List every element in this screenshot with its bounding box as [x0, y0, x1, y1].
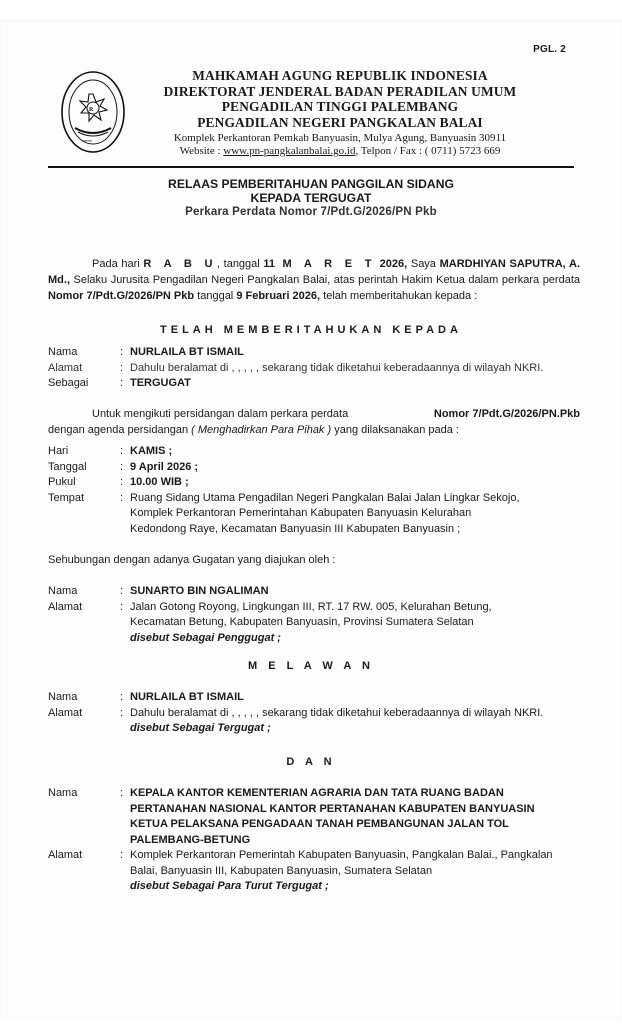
field-label: Nama [48, 691, 78, 703]
letterhead-divider [48, 166, 574, 168]
page-label: PGL. 2 [533, 44, 566, 55]
notified-role: TERGUGAT [130, 377, 191, 389]
defendant-address: Dahulu beralamat di , , , , , sekarang tidak diketahui keberadaannya di wilayah NKRI. [130, 706, 544, 719]
intro-paragraph [48, 256, 580, 304]
notified-party [48, 345, 588, 392]
notified-role-row [48, 376, 588, 392]
colon: : [120, 585, 124, 597]
website-label: Website : [179, 145, 224, 157]
letterhead-line-4: PENGADILAN NEGERI PANGKALAN BALAI [197, 114, 483, 130]
intro-text: Pada hari [92, 258, 144, 270]
notified-heading: TELAH MEMBERITAHUKAN KEPADA [160, 324, 462, 336]
co-defendant-role: disebut Sebagai Para Turut Tergugat ; [130, 880, 329, 892]
defendant-address-row [48, 706, 588, 737]
field-label: Hari [48, 445, 69, 457]
hearing-text: dengan agenda persidangan [48, 424, 192, 436]
field-label: Sebagai [48, 377, 89, 389]
hearing-paragraph [48, 406, 580, 438]
plaintiff-block [48, 584, 528, 646]
intro-text: Selaku Jurusita Pengadilan Negeri Pangkalan Balai, atas perintah Hakim Ketua dalam perkara perdata [70, 274, 580, 286]
website-link[interactable]: www.pn-pangkalanbalai.go.id [223, 145, 356, 157]
hearing-day-row [48, 444, 528, 460]
phone-fax: , Telpon / Fax : ( 0711) 5723 669 [355, 145, 501, 157]
hearing-date: 9 April 2026 ; [130, 460, 199, 473]
letterhead-contact [130, 145, 550, 158]
co-defendant-name-row [48, 786, 568, 848]
letterhead-line-2: DIREKTORAT JENDERAL BADAN PERADILAN UMUM [163, 83, 517, 99]
intro-day: R A B U [143, 258, 217, 270]
colon: : [120, 706, 124, 719]
defendant-name: NURLAILA BT ISMAIL [130, 691, 244, 703]
letterhead [130, 68, 550, 158]
svg-text:R: R [89, 107, 94, 113]
plaintiff-address-block [130, 600, 528, 647]
intro-case-number: Nomor 7/Pdt.G/2026/PN Pkb [48, 290, 195, 302]
field-label: Pukul [48, 476, 76, 488]
co-defendant-address-block [130, 848, 568, 895]
field-label: Nama [48, 346, 78, 358]
document-subtitle: KEPADA TERGUGAT [250, 191, 372, 205]
hearing-date-row [48, 460, 528, 476]
plaintiff-role: disebut Sebagai Penggugat ; [130, 631, 281, 644]
hearing-place: Ruang Sidang Utama Pengadilan Negeri Pangkalan Balai Jalan Lingkar Sekojo, Komplek Perkantoran Pemerintahan Kabupaten Banyuasin Kelurahan Kedondong Raye, Kecamatan Banyuasin III Kabupaten Banyuasin ; [130, 491, 520, 535]
and-heading: D A N [286, 756, 336, 768]
hearing-time: 10.00 WIB ; [130, 476, 189, 488]
co-defendant-address-row [48, 848, 568, 895]
hearing-text: yang dilaksanakan pada : [331, 424, 459, 436]
letterhead-address: Komplek Perkantoran Pemkab Banyuasin, Mulya Agung, Banyuasin 30911 [173, 132, 507, 144]
colon: : [120, 787, 124, 799]
hearing-details [48, 444, 528, 537]
hearing-text: Untuk mengikuti persidangan dalam perkara perdata [92, 408, 349, 420]
colon: : [120, 377, 124, 389]
bailiff-name: MARDHIYAN SAPUTRA, A. Md., [48, 258, 580, 286]
letterhead-line-3: PENGADILAN TINGGI PALEMBANG [221, 99, 459, 114]
field-label: Alamat [48, 849, 83, 861]
defendant-name-row [48, 690, 588, 706]
svg-text:▪▪▪▪▪▪▪: ▪▪▪▪▪▪▪ [82, 138, 92, 143]
field-label: Alamat [48, 361, 83, 374]
hearing-day: KAMIS ; [130, 445, 173, 457]
notified-name: NURLAILA BT ISMAIL [130, 346, 244, 358]
hearing-case-number: Nomor 7/Pdt.G/2026/PN.Pkb [433, 408, 580, 420]
letterhead-line-1: MAHKAMAH AGUNG REPUBLIK INDONESIA [192, 68, 488, 83]
case-number-title: Perkara Perdata Nomor 7/Pdt.G/2026/PN Pkb [185, 206, 437, 218]
notified-address: Dahulu beralamat di , , , , , sekarang tidak diketahui keberadaannya di wilayah NKRI. [130, 361, 544, 374]
field-label: Alamat [48, 600, 83, 613]
colon: : [120, 600, 124, 613]
intro-month: M A R E T [282, 258, 376, 270]
intro-year: 2026, [375, 258, 408, 270]
intro-case-date: 9 Februari 2026, [236, 290, 321, 302]
colon: : [120, 445, 124, 457]
hearing-line-2 [48, 422, 580, 438]
co-defendant-address: Komplek Perkantoran Pemerintah Kabupaten Banyuasin, Pangkalan Balai., Pangkalan Balai, Banyuasin III, Kabupaten Banyuasin, Sumatera Selatan [130, 849, 553, 877]
plaintiff-address-row [48, 600, 528, 647]
hearing-line-1 [48, 406, 580, 422]
field-label: Nama [48, 585, 78, 597]
colon: : [120, 849, 124, 861]
colon: : [120, 361, 124, 374]
intro-text: Saya [407, 258, 440, 270]
defendant-block [48, 690, 588, 737]
versus-heading: M E L A W A N [248, 660, 374, 672]
colon: : [120, 491, 124, 504]
field-label: Tempat [48, 491, 85, 504]
lawsuit-intro: Sehubungan dengan adanya Gugatan yang diajukan oleh : [48, 554, 336, 566]
defendant-role: disebut Sebagai Tergugat ; [130, 722, 271, 734]
co-defendant-block [48, 786, 568, 895]
defendant-address-block [130, 706, 588, 737]
notified-name-row [48, 345, 588, 361]
hearing-place-row [48, 491, 528, 538]
co-defendant-name: KEPALA KANTOR KEMENTERIAN AGRARIA DAN TATA RUANG BADAN PERTANAHAN NASIONAL KANTOR PERTANAHAN KABUPATEN BANYUASIN KETUA PELAKSANA PENGADAAN TANAH PEMBANGUNAN JALAN TOL PALEMBANG-BETUNG [130, 787, 535, 846]
colon: : [120, 460, 124, 473]
colon: : [120, 476, 124, 488]
plaintiff-name-row [48, 584, 528, 600]
field-label: Nama [48, 787, 78, 799]
hearing-agenda: ( Menghadirkan Para Pihak ) [191, 424, 332, 436]
field-label: Alamat [48, 706, 83, 719]
colon: : [120, 346, 124, 358]
court-seal-icon [60, 70, 126, 154]
plaintiff-address: Jalan Gotong Royong, Lingkungan III, RT. 17 RW. 005, Kelurahan Betung, Kecamatan Betung, Kabupaten Banyuasin, Provinsi Sumatera Selatan [130, 600, 492, 628]
colon: : [120, 691, 124, 703]
intro-text: telah memberitahukan kepada : [320, 290, 478, 302]
hearing-time-row [48, 475, 528, 491]
field-label: Tanggal [48, 460, 87, 473]
intro-text: tanggal [194, 290, 237, 302]
document-title: RELAAS PEMBERITAHUAN PANGGILAN SIDANG [168, 177, 454, 191]
notified-address-row [48, 361, 588, 377]
intro-text: , tanggal [216, 258, 264, 270]
intro-date-num: 11 [263, 258, 276, 270]
plaintiff-name: SUNARTO BIN NGALIMAN [130, 585, 269, 597]
